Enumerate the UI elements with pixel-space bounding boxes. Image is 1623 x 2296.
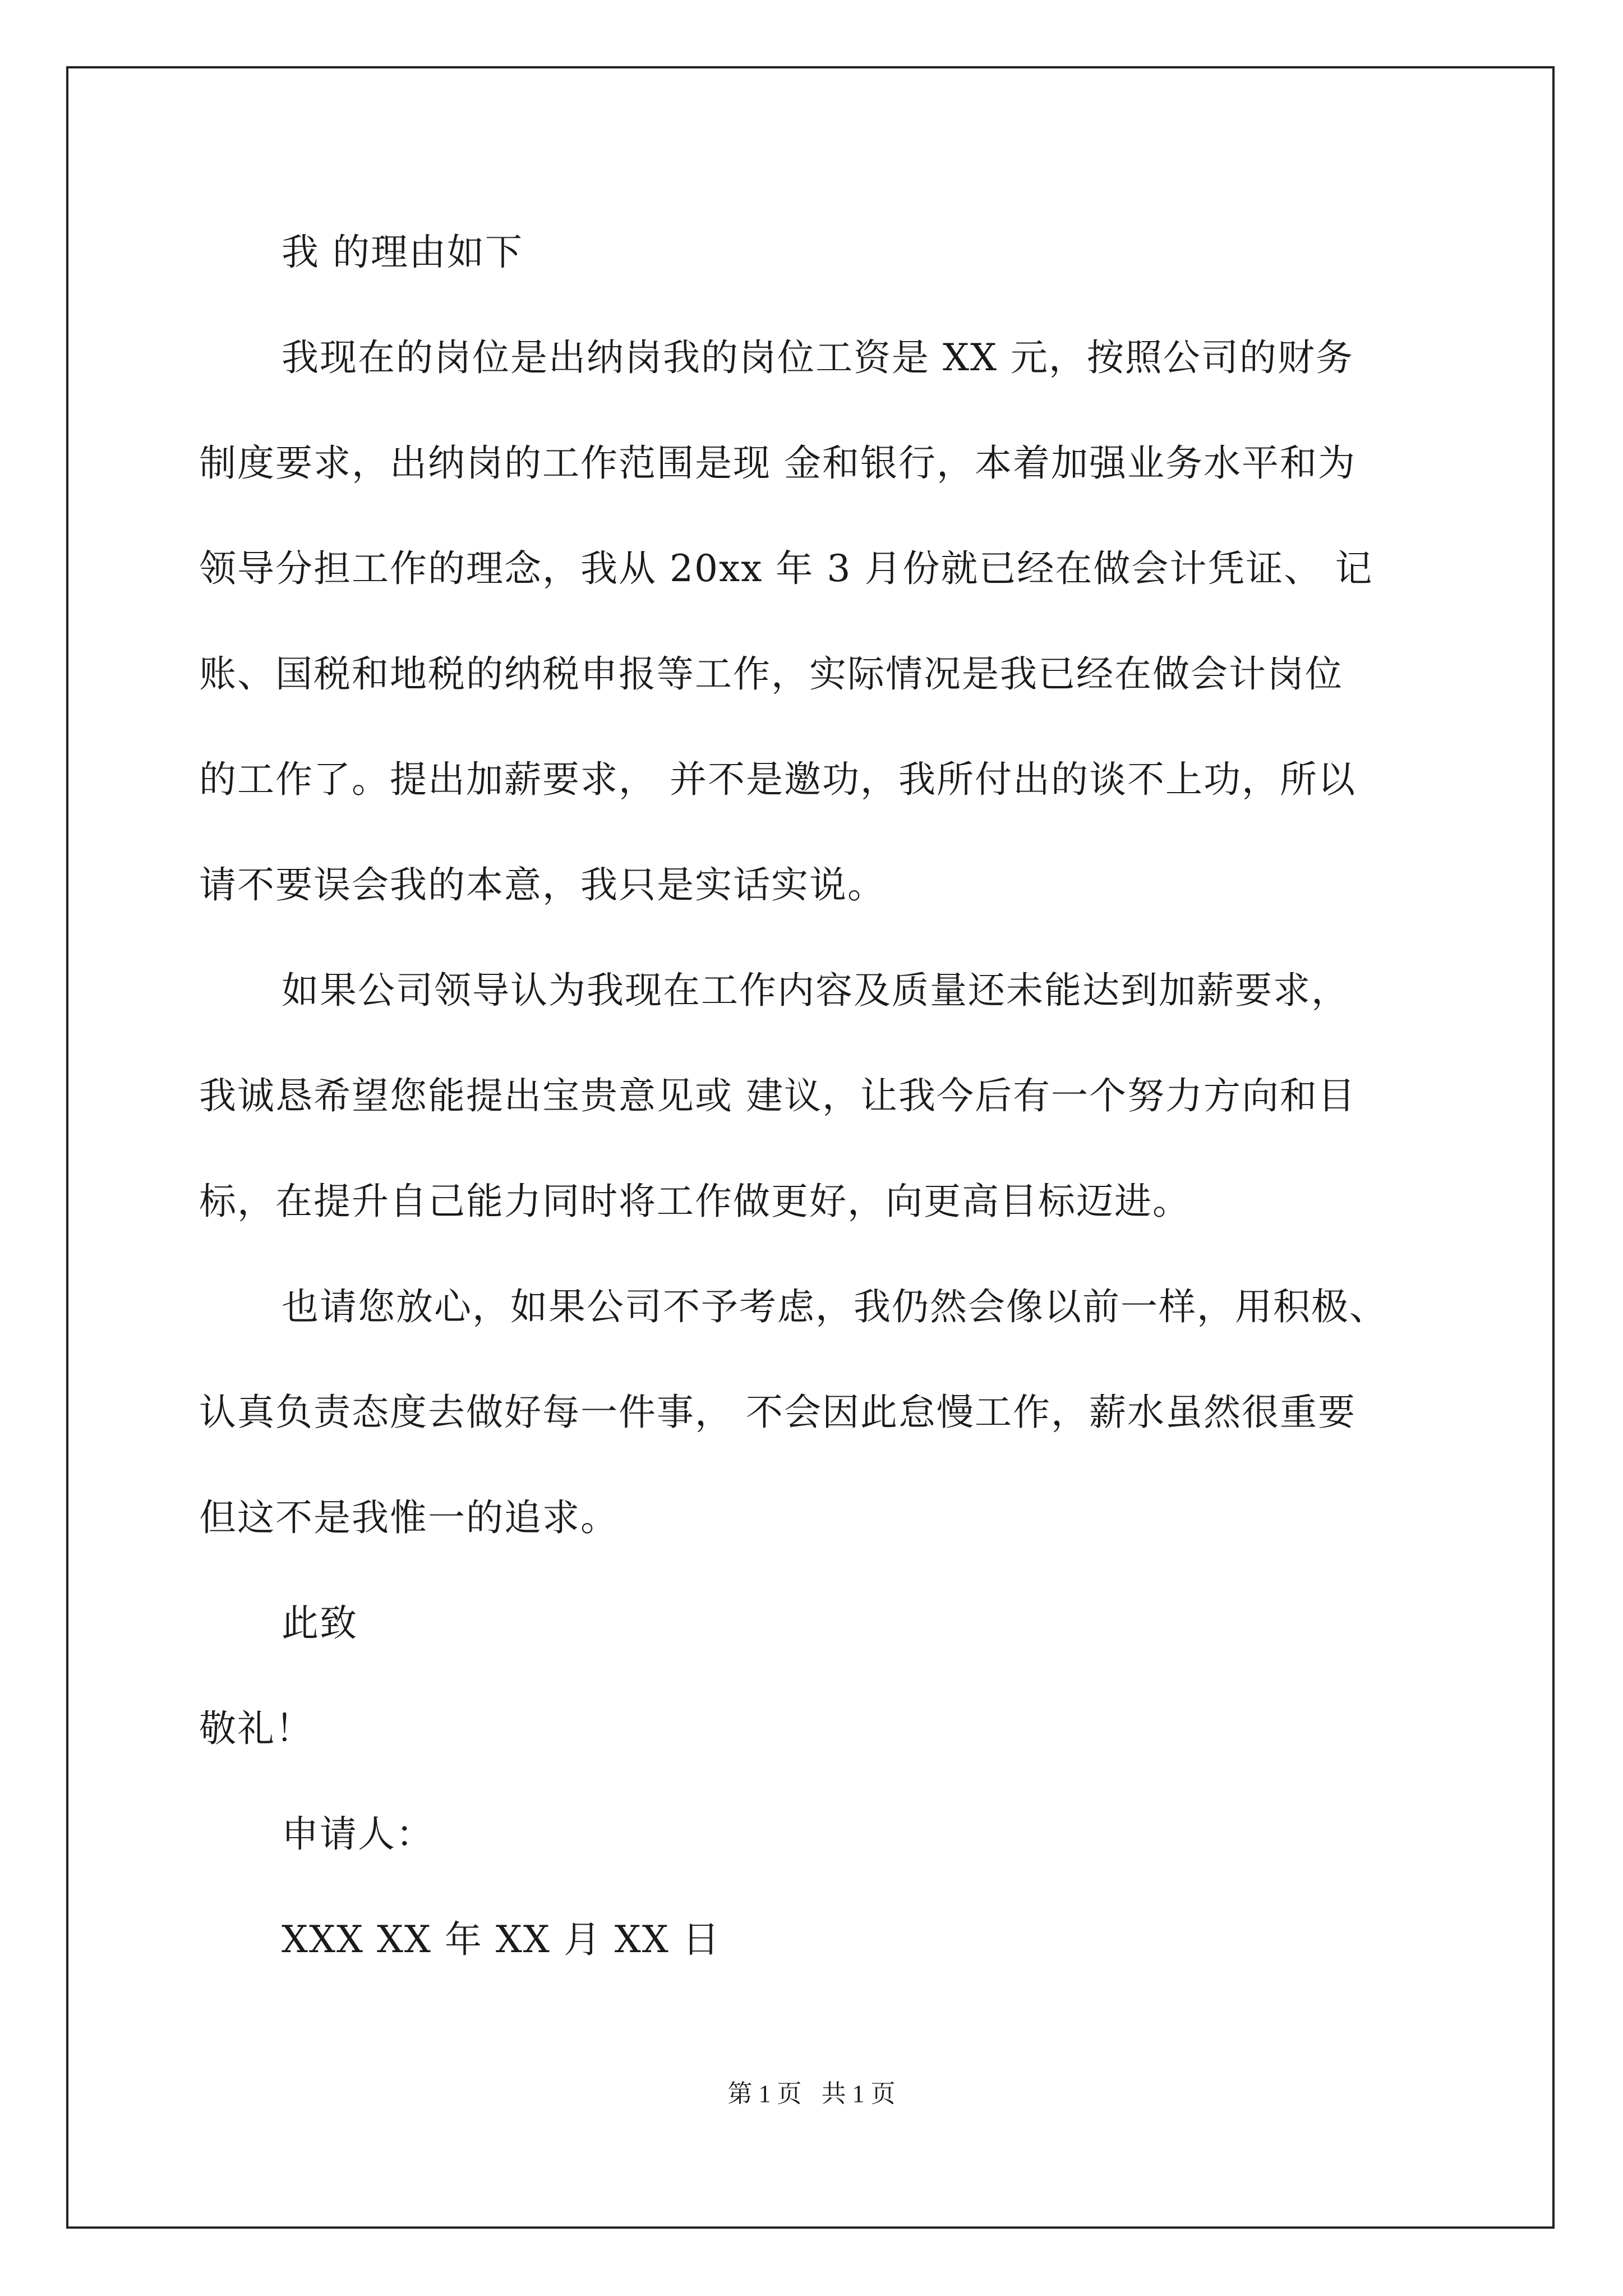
page-border bbox=[66, 66, 1555, 2229]
page-number-current: 第 1 页 bbox=[727, 2080, 802, 2108]
text-line: 制度要求，出纳岗的工作范围是现 金和银行，本着加强业务水平和为 bbox=[199, 441, 1356, 485]
text-line: 的工作了。提出加薪要求， 并不是邀功，我所付出的谈不上功，所以 bbox=[199, 758, 1356, 801]
text-line: 我现在的岗位是出纳岗我的岗位工资是 XX 元，按照公司的财务 bbox=[282, 336, 1354, 379]
text-line: 但这不是我惟一的追求。 bbox=[199, 1496, 619, 1539]
text-line: 领导分担工作的理念，我从 20xx 年 3 月份就已经在做会计凭证、 记 bbox=[199, 547, 1373, 590]
text-line: 如果公司领导认为我现在工作内容及质量还未能达到加薪要求， bbox=[282, 969, 1349, 1012]
text-line-reasons-heading: 我 的理由如下 bbox=[282, 231, 523, 274]
text-line: 请不要误会我的本意，我只是实话实说。 bbox=[199, 863, 886, 907]
text-line: 认真负责态度去做好每一件事， 不会因此怠慢工作，薪水虽然很重要 bbox=[199, 1391, 1356, 1434]
page-footer bbox=[0, 2078, 1623, 2110]
applicant-label: 申请人： bbox=[282, 1812, 434, 1856]
page-number-total: 共 1 页 bbox=[821, 2080, 896, 2108]
text-line: 标，在提升自己能力同时将工作做更好，向更高目标迈进。 bbox=[199, 1180, 1191, 1223]
closing-regards: 敬礼！ bbox=[199, 1707, 313, 1750]
signature-date: XXX XX 年 XX 月 XX 日 bbox=[282, 1918, 721, 1961]
text-line: 我诚恳希望您能提出宝贵意见或 建议，让我今后有一个努力方向和目 bbox=[199, 1074, 1356, 1117]
text-line: 账、国税和地税的纳税申报等工作，实际情况是我已经在做会计岗位 bbox=[199, 652, 1343, 696]
closing-salutation: 此致 bbox=[282, 1602, 358, 1645]
text-line: 也请您放心，如果公司不予考虑，我仍然会像以前一样，用积极、 bbox=[282, 1285, 1387, 1328]
